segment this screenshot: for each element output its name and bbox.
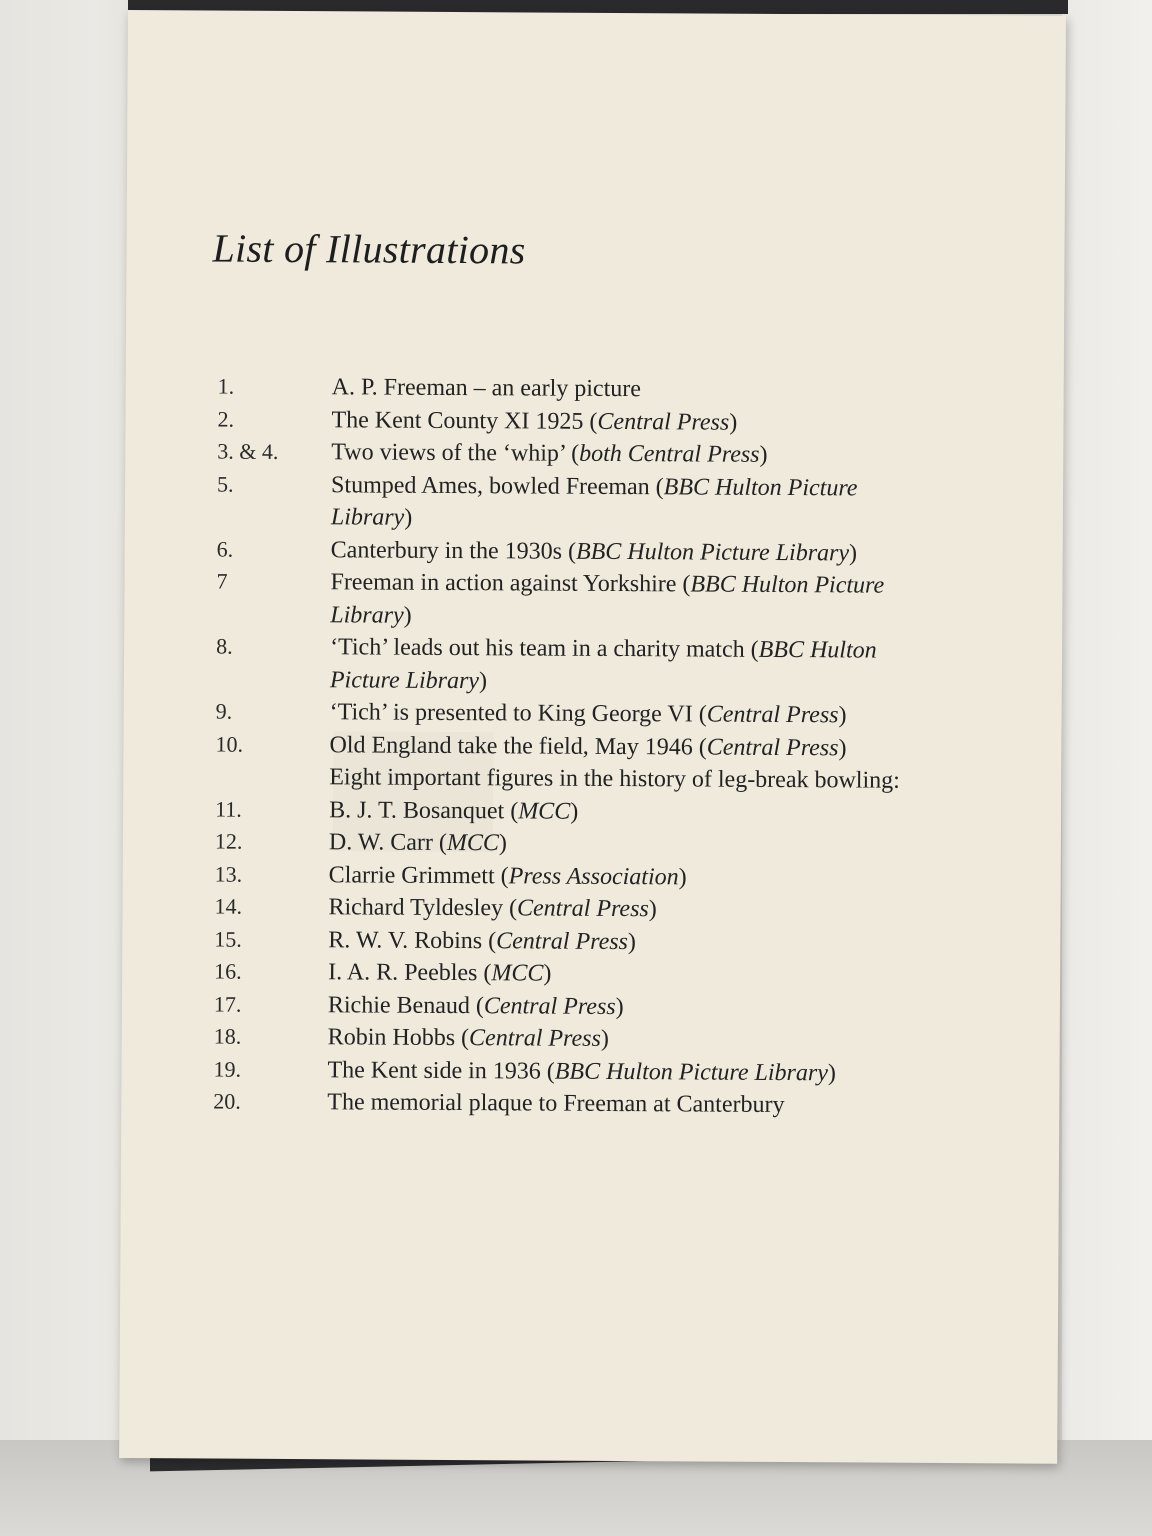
list-item <box>216 696 936 733</box>
caption-text: The memorial plaque to Freeman at Canterbury <box>327 1089 785 1119</box>
caption-text: ‘Tich’ is presented to King George VI <box>329 699 693 728</box>
photo-credit: MCC <box>491 960 544 987</box>
list-item <box>216 631 936 700</box>
list-item <box>218 371 938 408</box>
table-surface <box>1062 0 1152 1536</box>
list-item <box>214 988 934 1025</box>
list-item <box>217 403 937 440</box>
item-caption: The Kent side in 1936 (BBC Hulton Picture Library) <box>327 1056 836 1086</box>
item-caption <box>332 371 938 407</box>
caption-text: A. P. Freeman – an early picture <box>331 374 642 403</box>
list-item <box>215 858 935 895</box>
caption-text: Freeman in action against Yorkshire <box>330 569 677 598</box>
caption-text: R. W. V. Robins <box>328 926 483 954</box>
photo-credit: BBC Hulton Picture Library <box>575 538 850 566</box>
photo-credit: Central Press <box>706 701 839 729</box>
list-item <box>214 891 934 928</box>
item-number: 18. <box>213 1023 242 1049</box>
item-caption: ‘Tich’ leads out his team in a charity match (BBC Hulton Picture Library) <box>329 634 877 694</box>
list-item <box>215 761 935 798</box>
item-caption <box>329 761 935 797</box>
list-item <box>214 956 934 993</box>
item-number: 12. <box>214 828 243 854</box>
photo-credit: BBC Hulton Picture Library <box>329 636 877 694</box>
photo-credit: Central Press <box>516 895 649 923</box>
photo-credit: Press Association <box>508 862 679 890</box>
item-number: 9. <box>215 698 233 724</box>
caption-text: Robin Hobbs <box>327 1024 456 1052</box>
item-caption: The Kent County XI 1925 (Central Press) <box>331 406 738 436</box>
caption-text: Clarrie Grimmett <box>328 861 495 889</box>
caption-text: Two views of the ‘whip’ <box>331 439 566 467</box>
item-caption: Richard Tyldesley (Central Press) <box>328 894 657 923</box>
caption-text: Canterbury in the 1930s <box>330 536 563 565</box>
item-number: 2. <box>217 406 235 432</box>
photo-credit: both Central Press <box>579 440 760 468</box>
item-caption: R. W. V. Robins (Central Press) <box>328 926 637 955</box>
caption-text: D. W. Carr <box>328 829 433 856</box>
list-item <box>217 533 937 570</box>
item-number: 20. <box>213 1088 241 1114</box>
list-item <box>215 826 935 863</box>
list-item <box>215 728 935 765</box>
item-number: 7 <box>216 568 228 594</box>
list-item <box>216 566 936 635</box>
caption-text: Richie Benaud <box>327 991 470 1019</box>
list-item <box>214 1021 934 1058</box>
item-number: 16. <box>214 958 242 984</box>
list-item <box>213 1053 933 1090</box>
caption-text: The Kent County XI 1925 <box>331 406 584 435</box>
book-page <box>119 10 1066 1464</box>
photo-credit: MCC <box>446 829 500 857</box>
caption-text: Old England take the field, May 1946 <box>329 731 693 760</box>
item-caption: Two views of the ‘whip’ (both Central Press) <box>331 439 768 468</box>
item-caption: Canterbury in the 1930s (BBC Hulton Picture Library) <box>330 536 858 566</box>
photo-credit: Central Press <box>597 408 730 436</box>
item-number: 3. & 4. <box>217 438 279 464</box>
item-caption: Stumped Ames, bowled Freeman (BBC Hulton Picture Library) <box>330 471 858 531</box>
item-number: 15. <box>214 926 242 952</box>
item-number: 11. <box>215 796 242 822</box>
page-title: List of Illustrations <box>212 225 526 273</box>
item-caption <box>327 1086 933 1122</box>
caption-text: ‘Tich’ leads out his team in a charity match <box>330 634 745 663</box>
item-caption: ‘Tich’ is presented to King George VI (Central Press) <box>329 699 847 729</box>
list-item <box>213 1086 933 1123</box>
photo-credit: BBC Hulton Picture Library <box>330 571 885 629</box>
photo-credit: Central Press <box>469 1025 601 1052</box>
illustrations-list <box>213 371 938 1123</box>
item-number: 17. <box>213 991 242 1017</box>
item-caption: D. W. Carr (MCC) <box>328 829 508 857</box>
photo-credit: Central Press <box>706 734 839 761</box>
item-number: 6. <box>216 536 234 562</box>
photo-credit: MCC <box>518 797 571 825</box>
item-caption: B. J. T. Bosanquet (MCC) <box>329 796 579 825</box>
item-caption: Robin Hobbs (Central Press) <box>327 1024 609 1052</box>
item-caption: I. A. R. Peebles (MCC) <box>328 959 552 987</box>
photo-credit: BBC Hulton Picture Library <box>330 473 858 531</box>
list-item <box>217 468 937 537</box>
item-number: 5. <box>217 471 234 497</box>
list-item <box>217 436 937 473</box>
item-number: 14. <box>214 893 243 919</box>
caption-text: The Kent side in 1936 <box>327 1056 541 1085</box>
list-item <box>215 793 935 830</box>
caption-text: Stumped Ames, bowled Freeman <box>331 471 650 500</box>
item-caption: Richie Benaud (Central Press) <box>327 991 624 1020</box>
caption-text: Richard Tyldesley <box>328 894 504 922</box>
photo-credit: Central Press <box>483 992 616 1020</box>
caption-text: I. A. R. Peebles <box>328 959 478 987</box>
item-number: 8. <box>216 633 233 659</box>
photo-credit: Central Press <box>496 927 629 955</box>
item-caption: Old England take the field, May 1946 (Central Press) <box>329 731 847 761</box>
list-item <box>214 923 934 960</box>
item-number: 19. <box>213 1056 242 1082</box>
item-caption: Freeman in action against Yorkshire (BBC Hulton Picture Library) <box>330 569 885 629</box>
item-number: 1. <box>217 373 235 399</box>
caption-text: Eight important figures in the history of leg-break bowling: <box>329 764 900 794</box>
caption-text: B. J. T. Bosanquet <box>329 796 505 824</box>
photo-credit: BBC Hulton Picture Library <box>554 1058 828 1086</box>
item-number: 10. <box>215 731 244 757</box>
item-caption: Clarrie Grimmett (Press Association) <box>328 861 687 890</box>
item-number: 13. <box>214 861 243 887</box>
